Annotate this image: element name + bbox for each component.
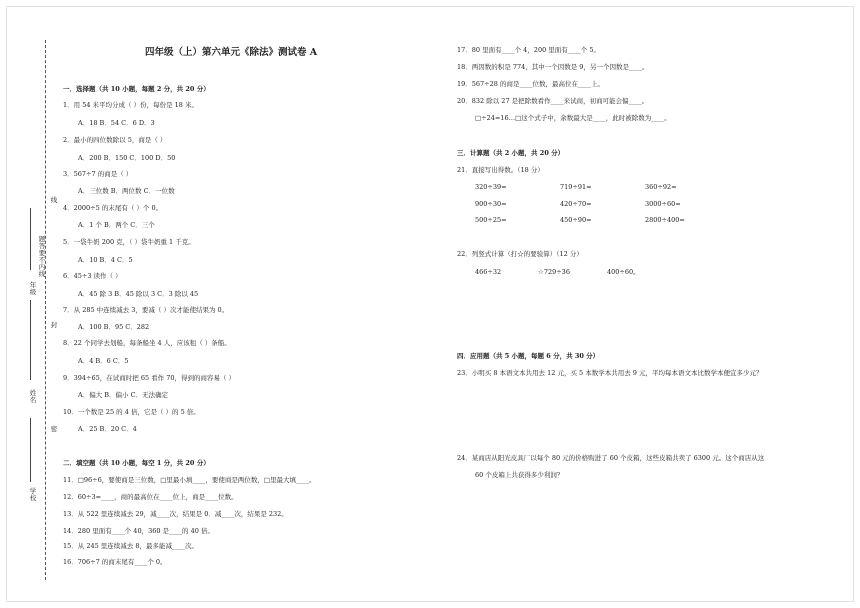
calc-item: 900÷30=	[475, 200, 507, 208]
question-10: 10．一个数是 25 的 4 倍，它是（ ）的 5 倍。	[63, 408, 200, 416]
section-2-heading: 二．填空题（共 10 小题，每空 1 分，共 20 分）	[63, 459, 210, 467]
name-label: 姓名	[29, 389, 37, 404]
question-15: 15．从 245 里连续减去 8，最多能减____次。	[63, 542, 199, 550]
line-word: 线	[50, 196, 58, 204]
seal-line-notice: 题 答 要 不 内 线	[38, 235, 46, 278]
section-3-heading: 三．计算题（共 2 小题，共 20 分）	[457, 149, 565, 157]
question-22-b: ☆729÷36	[538, 268, 570, 276]
class-label: 年级	[29, 281, 37, 296]
question-1: 1．用 54 米平均分成（ ）份，每份是 18 米。	[63, 101, 199, 109]
question-12: 12．60÷3=____，商的最高位在____位上，商是____位数。	[63, 493, 238, 501]
calc-item: 719÷91≈	[560, 183, 592, 191]
question-3-options: A．三位数 B．两位数 C．一位数	[78, 187, 175, 195]
question-11: 11．□96÷6，要使商是三位数，□里最小填____，要使商是两位数，□里最大填____。	[63, 476, 316, 484]
cut-line	[45, 40, 46, 580]
question-5-options: A．10 B．4 C．5	[78, 256, 133, 264]
question-18: 18．两因数的积是 774，其中一个因数是 9，另一个因数是____。	[457, 63, 649, 71]
calc-item: 500÷25=	[475, 216, 507, 224]
class-blank	[30, 208, 39, 270]
question-23: 23．小明买 8 本语文本共用去 12 元，买 5 本数学本共用去 9 元，平均每本语文本比数学本便宜多少元？	[457, 369, 763, 377]
question-20-part-b: □÷24=16…□这个式子中，余数最大是____，此时被除数为____。	[475, 114, 671, 122]
question-22-c: 400÷60。	[607, 268, 640, 276]
question-4: 4．2000÷5 的末尾有（ ）个 0。	[63, 204, 163, 212]
calc-item: 2800÷400=	[645, 216, 685, 224]
question-20: 20．832 除以 27 是把除数看作____来试商，初商可能会偏____。	[457, 97, 649, 105]
question-24-continued: 60 个皮箱上共获得多少利润？	[475, 471, 564, 479]
name-blank	[30, 300, 39, 380]
calc-item: 320÷39≈	[475, 183, 507, 191]
question-7: 7．从 285 中连续减去 3，要减（ ）次才能使结果为 0。	[63, 306, 229, 314]
feng-word: 封	[50, 321, 58, 329]
mi-word: 密	[50, 425, 58, 433]
calc-item: 450÷90=	[560, 216, 592, 224]
question-14: 14．280 里面有____个 40，360 是____的 40 倍。	[63, 527, 214, 535]
question-19: 19．567÷28 的商是____位数，最高位在____上。	[457, 80, 604, 88]
school-blank	[30, 418, 39, 482]
question-3: 3．567÷7 的商是（ ）	[63, 170, 133, 178]
question-8-options: A．4 B．6 C．5	[78, 357, 129, 365]
question-24: 24．某商店从阳光皮具厂以每个 80 元的价格购进了 60 个皮箱，这些皮箱共卖了 6300 元。这个商店从这	[457, 454, 765, 462]
calc-item: 360÷92≈	[645, 183, 677, 191]
calc-item: 3000÷60=	[645, 200, 681, 208]
question-9: 9．394÷65，在试商时把 65 看作 70，得到的商容易（ ）	[63, 374, 236, 382]
section-1-heading: 一．选择题（共 10 小题，每题 2 分，共 20 分）	[63, 85, 210, 93]
question-22: 22．列竖式计算（打☆的要验算）（12 分）	[457, 250, 583, 258]
question-21: 21．直接写出得数。（18 分）	[457, 166, 544, 174]
question-9-options: A．偏大 B．偏小 C．无法确定	[78, 391, 169, 399]
page-title: 四年级（上）第六单元《除法》测试卷 A	[145, 47, 318, 58]
section-4-heading: 四．应用题（共 5 小题，每题 6 分，共 30 分）	[457, 352, 600, 360]
question-17: 17．80 里面有____个 4，200 里面有____个 5。	[457, 46, 600, 54]
question-1-options: A．18 B．54 C．6 D．3	[78, 119, 155, 127]
question-22-a: 466÷32	[475, 268, 502, 276]
question-6-options: A．45 除 3 B．45 除以 3 C．3 除以 45	[78, 290, 199, 298]
question-2-options: A．200 B．150 C．100 D．50	[78, 154, 176, 162]
calc-item: 420÷70=	[560, 200, 592, 208]
school-label: 学校	[29, 487, 37, 502]
question-10-options: A．25 B．20 C．4	[78, 425, 137, 433]
question-6: 6．45÷3 读作（ ）	[63, 272, 122, 280]
question-8: 8．22 个同学去划船，每条船坐 4 人，应该租（ ）条船。	[63, 339, 231, 347]
question-5: 5．一袋牛奶 200 克，（ ）袋牛奶重 1 千克。	[63, 238, 195, 246]
question-16: 16．706÷7 的商末尾有____个 0。	[63, 558, 167, 566]
question-2: 2．最小的四位数除以 5，商是（ ）	[63, 136, 167, 144]
question-7-options: A．100 B．95 C．282	[78, 323, 150, 331]
question-13: 13．从 522 里连续减去 29，减____次，结果是 0．减____次，结果是 232。	[63, 510, 288, 518]
question-4-options: A．1 个 B．两个 C．三个	[78, 221, 155, 229]
